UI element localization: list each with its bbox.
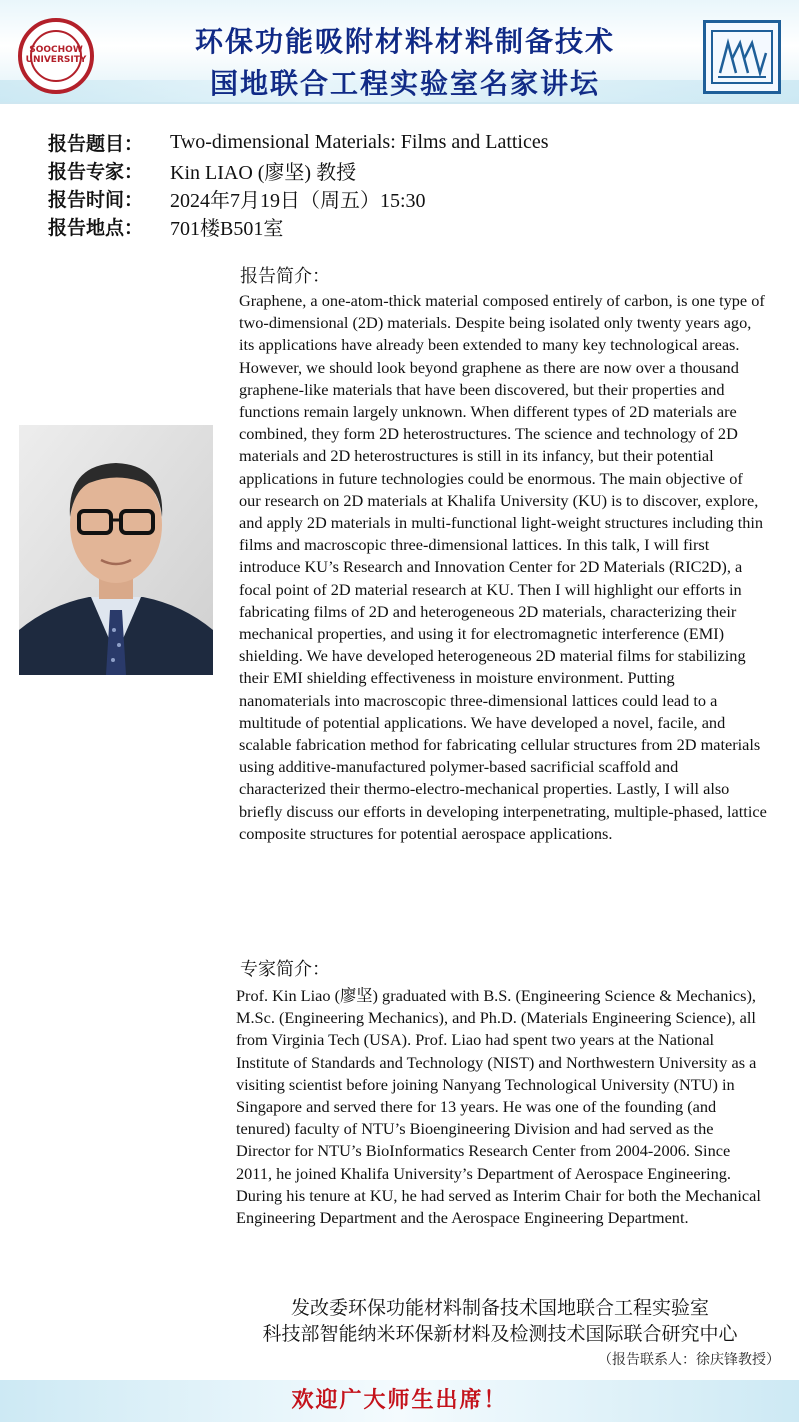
venue-value: 701楼B501室 — [170, 217, 284, 240]
lab-logo-icon — [710, 29, 774, 85]
time-row — [48, 184, 778, 212]
speaker-row — [48, 156, 778, 184]
university-logo-text: SOOCHOW UNIVERSITY — [30, 30, 82, 82]
topic-row — [48, 128, 778, 156]
abstract-text: Graphene, a one-atom-thick material composed entirely of carbon, is one type of two-dimensional (2D) materials. Despite being isolated only twenty years ago, its applications have already been extended to many key technological areas. However, we should look beyond graphene as there are now over a thousand graphene-like materials that have been discovered, but their properties and functions remain largely unknown. When different types of 2D materials are combined, they form 2D heterostructures. The science and technology of 2D materials and 2D heterostructures is still in its infancy, but their potential applications in future technologies could be enormous. The main objective of our research on 2D materials at Khalifa University (KU) is to discover, explore, and apply 2D materials in multi-functional light-weight structures including thin films and macroscopic three-dimensional lattices. In this talk, I will first introduce KU’s Research and Innovation Center for 2D Materials (RIC2D), a focal point of 2D material research at KU. Then I will highlight our efforts in fabricating films of 2D and heterogeneous 2D materials, characterizing their mechanical properties, and using it for electromagnetic interference (EMI) shielding. We have developed heterogeneous 2D material films for stabilizing their EMI shielding effectiveness in moisture environment. Putting nanomaterials into macroscopic three-dimensional lattices could lead to a multitude of potential applications. We have developed a novel, facile, and scalable fabrication method for fabricating cellular structures from 2D materials using additive-manufactured polymer-based sacrificial scaffold and characterized their thermo-electro-mechanical properties. Lastly, I will also briefly discuss our efforts in developing interpenetrating, multiple-phased, lattice composite structures for potential aerospace applications. — [239, 291, 767, 843]
time-value: 2024年7月19日（周五）15:30 — [170, 189, 426, 212]
header-title-line2: 国地联合工程实验室名家讲坛 — [209, 67, 600, 100]
bio-heading: 专家简介： — [240, 959, 330, 980]
university-logo — [18, 18, 94, 94]
speaker-value: Kin LIAO (廖坚) 教授 — [170, 161, 357, 184]
speaker-label: 报告专家： — [48, 160, 144, 183]
talk-info — [48, 128, 778, 240]
time-label: 报告时间： — [48, 188, 144, 211]
topic-label: 报告题目： — [48, 132, 144, 155]
venue-label: 报告地点： — [48, 216, 144, 239]
speaker-portrait-icon — [19, 425, 213, 675]
header-title-line1: 环保功能吸附材料材料制备技术 — [194, 25, 615, 58]
speaker-photo — [19, 425, 213, 675]
abstract-heading: 报告简介： — [240, 266, 330, 287]
lab-logo — [703, 20, 781, 94]
contact-person: （报告联系人：徐庆锋教授） — [598, 1352, 780, 1368]
welcome-text: 欢迎广大师生出席！ — [291, 1387, 508, 1413]
organizer-line1: 发改委环保功能材料制备技术国地联合工程实验室 — [290, 1297, 709, 1319]
venue-row — [48, 212, 778, 240]
topic-value: Two-dimensional Materials: Films and Lattices — [170, 130, 549, 153]
header-banner — [0, 0, 799, 104]
bio-text: Prof. Kin Liao (廖坚) graduated with B.S. (Engineering Science & Mechanics), M.Sc. (Engineering Mechanics), and Ph.D. (Materials Engineering Science), all from Virginia Tech (USA). Prof. Liao had spent two years at the National Institute of Standards and Technology (NIST) and Northwestern University as a visiting scientist before joining Nanyang Technological University (NTU) in Singapore and served there for 13 years. He was one of the founding (and tenured) faculty of NTU’s Bioengineering Division and had served as the Director for NTU’s BioInformatics Research Center from 2004-2006. Since 2011, he joined Khalifa University’s Department of Aerospace Engineering. During his tenure at KU, he had served as Interim Chair for both the Mechanical Engineering Department and the Aerospace Engineering Department. — [236, 986, 761, 1228]
organizer-line2: 科技部智能纳米环保新材料及检测技术国际联合研究中心 — [262, 1323, 738, 1345]
